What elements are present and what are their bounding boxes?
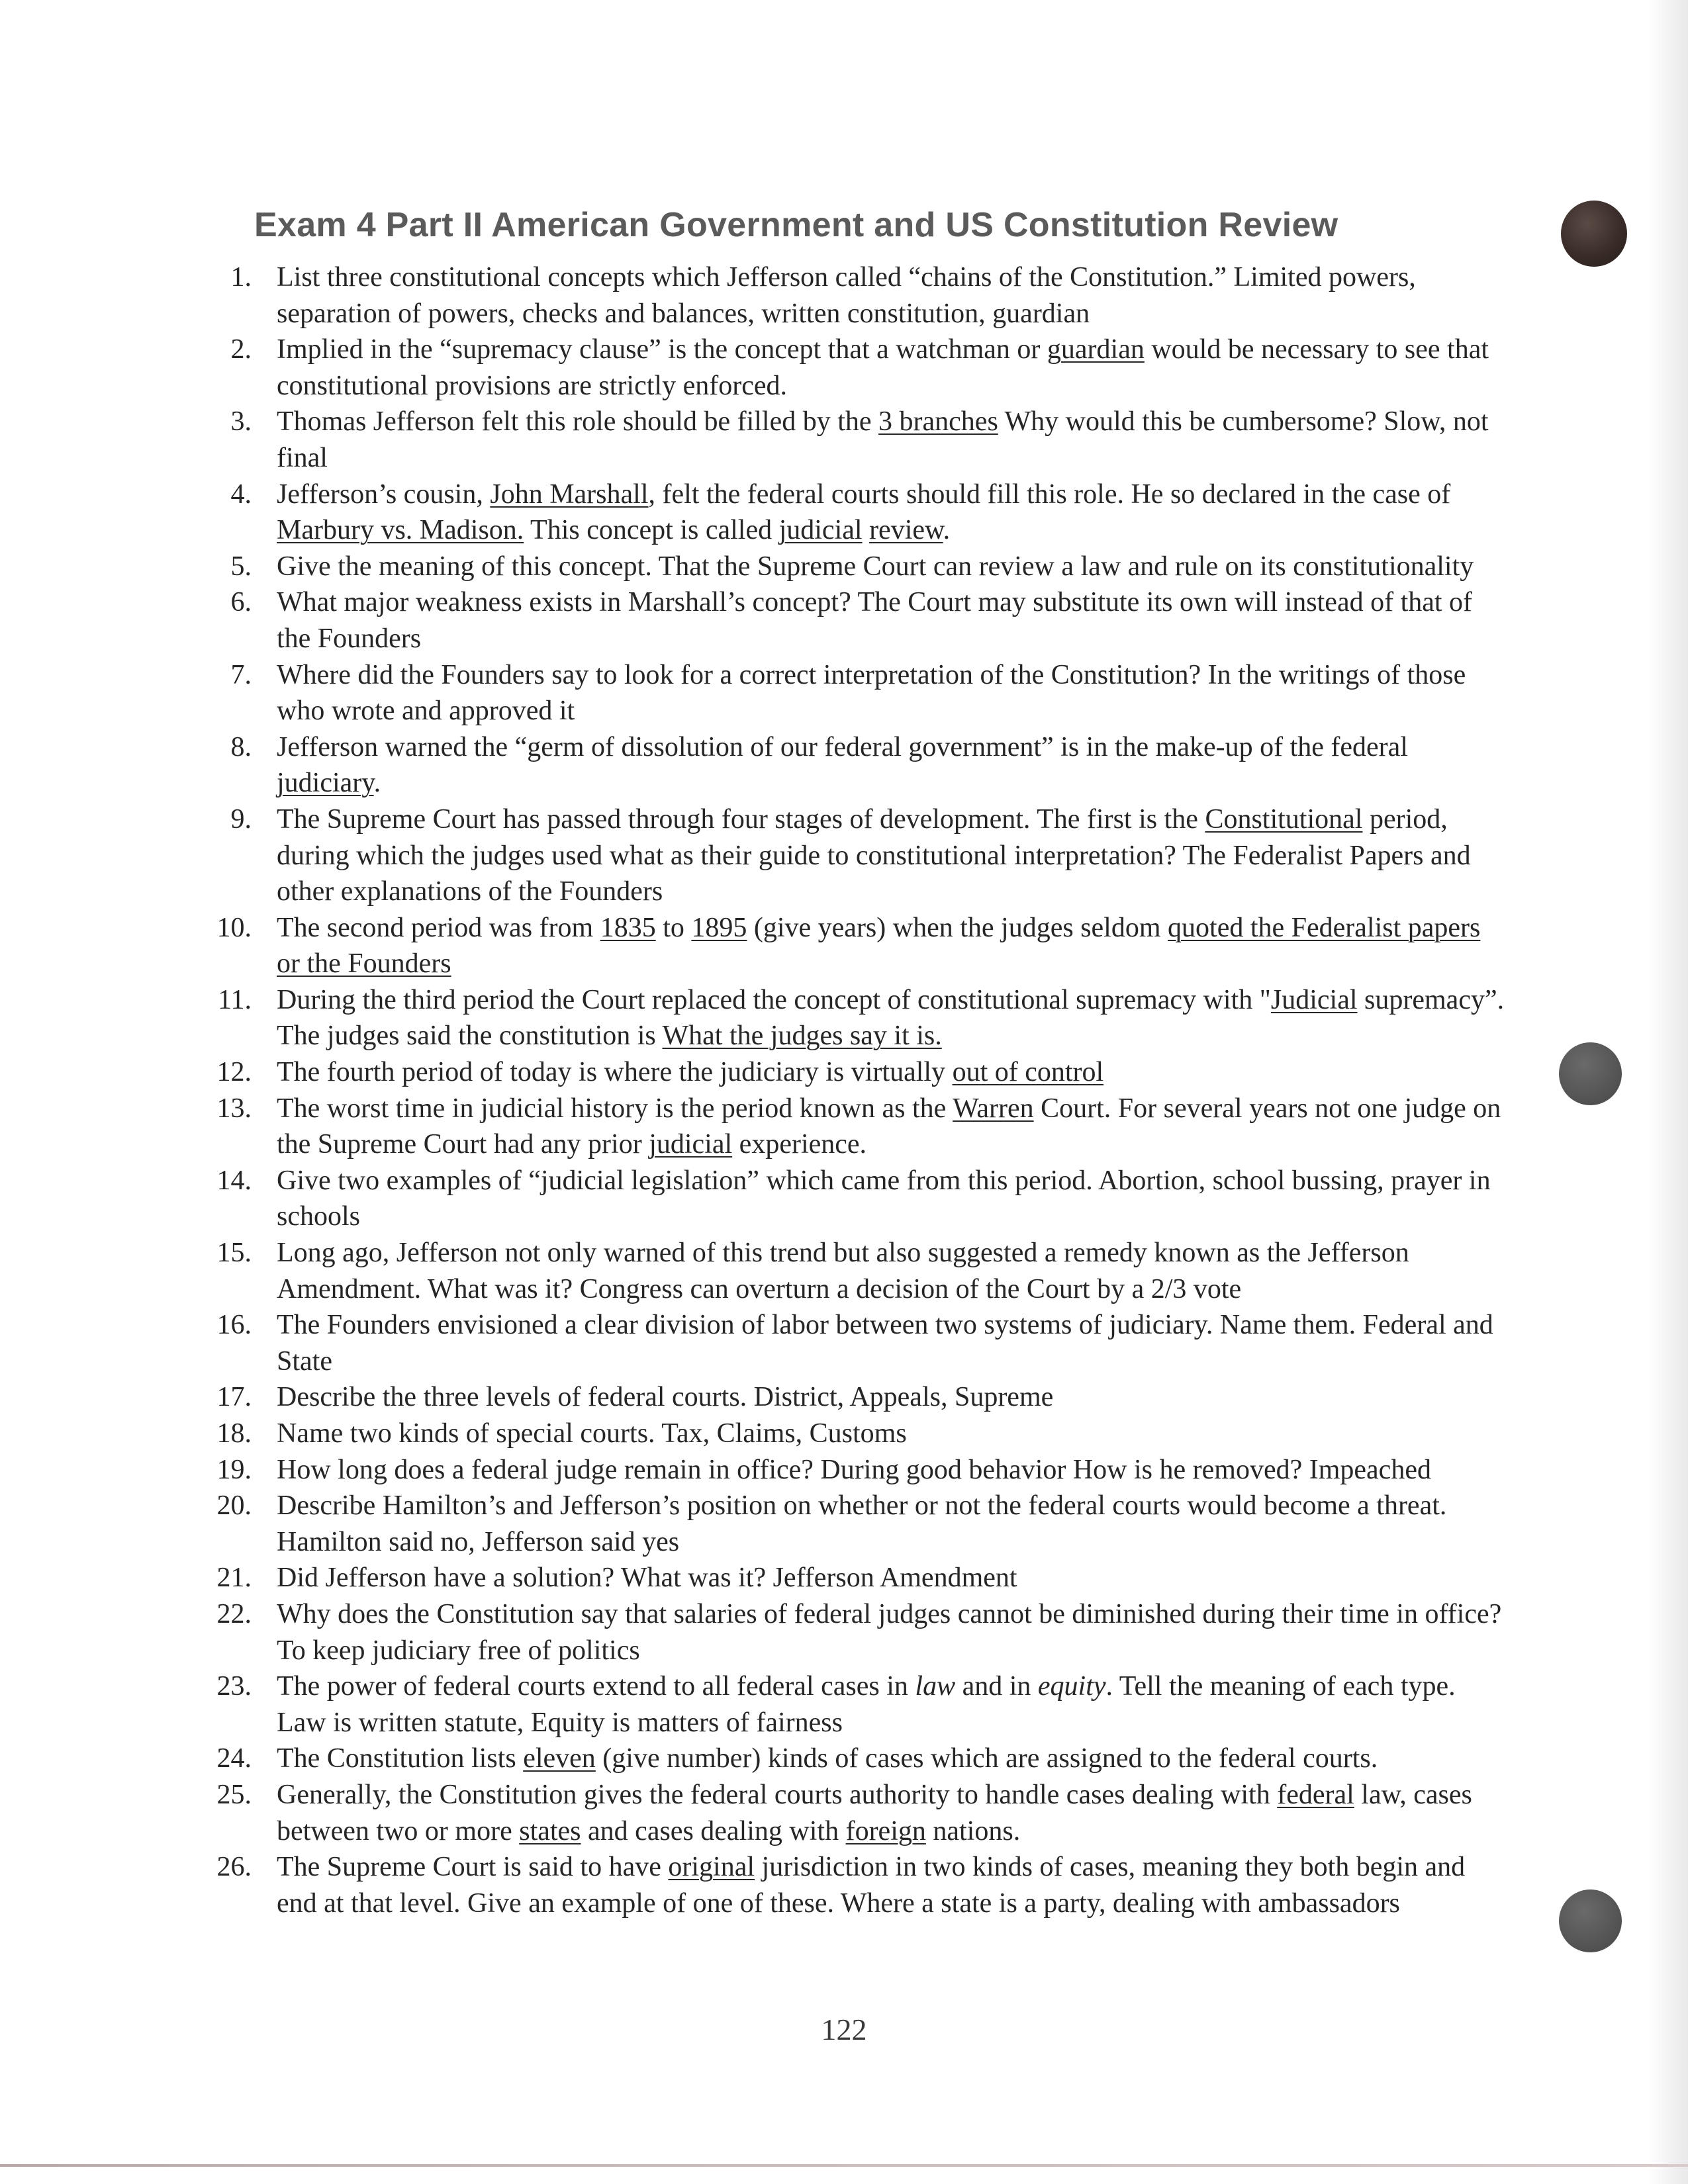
page-number: 122: [821, 2013, 867, 2046]
question-item: [199, 259, 1509, 332]
answer-blank: review: [869, 515, 943, 546]
question-item: [199, 910, 1509, 982]
question-number: 2.: [230, 334, 252, 365]
answer-blank: judiciary: [277, 768, 374, 799]
answer-blank: What the judges say it is.: [662, 1021, 942, 1052]
question-number: 17.: [216, 1382, 252, 1413]
question-item: [199, 1054, 1509, 1091]
answer-blank: Judicial: [1270, 984, 1358, 1015]
question-number: 13.: [216, 1093, 252, 1124]
question-text: How long does a federal judge remain in office? During good behavior How is he removed? Impeached: [277, 1454, 1431, 1485]
question-text: What major weakness exists in Marshall’s concept? The Court may substitute its own will instead of that of the Founders: [277, 587, 1473, 654]
question-text: Implied in the “supremacy clause” is the concept that a watchman or guardian would be necessary to see that constitutional provisions are strictly enforced.: [277, 334, 1489, 401]
page-edge-shadow: [1648, 0, 1688, 2184]
question-item: [199, 801, 1509, 910]
answer-blank: out of control: [952, 1057, 1104, 1088]
question-text: Give the meaning of this concept. That the Supreme Court can review a law and rule on its constitutionality: [277, 551, 1474, 582]
question-number: 15.: [216, 1238, 252, 1269]
question-text: The worst time in judicial history is the period known as the Warren Court. For several years not one judge on the Supreme Court had any prior judicial experience.: [277, 1093, 1501, 1160]
answer-blank: original: [668, 1852, 755, 1883]
question-text: Long ago, Jefferson not only warned of this trend but also suggested a remedy known as the Jefferson Amendment. What was it? Congress can overturn a decision of the Court by a 2/3 vote: [277, 1238, 1409, 1304]
question-item: [199, 477, 1509, 549]
question-item: [199, 982, 1509, 1054]
question-number: 20.: [216, 1490, 252, 1522]
question-number: 1.: [230, 262, 252, 293]
question-number: 25.: [216, 1779, 252, 1810]
question-item: [199, 404, 1509, 476]
question-number: 18.: [216, 1418, 252, 1449]
question-text: Jefferson’s cousin, John Marshall, felt the federal courts should fill this role. He so declared in the case of Marbury vs. Madison. This concept is called judicial review.: [277, 478, 1451, 546]
italic-term: equity: [1037, 1671, 1106, 1702]
question-item: [199, 1777, 1509, 1849]
answer-blank: 3 branches: [878, 406, 998, 437]
question-item: [199, 729, 1509, 801]
question-text: The Constitution lists eleven (give number) kinds of cases which are assigned to the federal courts.: [277, 1743, 1378, 1774]
question-number: 12.: [216, 1057, 252, 1088]
question-number: 26.: [216, 1852, 252, 1883]
answer-blank: eleven: [523, 1743, 596, 1774]
question-list: [199, 259, 1509, 1921]
answer-blank: 1835: [600, 912, 656, 943]
question-number: 7.: [230, 659, 252, 690]
question-number: 21.: [216, 1563, 252, 1594]
question-text: The Supreme Court is said to have original jurisdiction in two kinds of cases, meaning they both begin and end at that level. Give an example of one of these. Where a state is a party, dealing with ambassadors: [277, 1852, 1466, 1919]
question-item: [199, 1379, 1509, 1416]
question-item: [199, 584, 1509, 657]
question-text: Why does the Constitution say that salaries of federal judges cannot be diminished during their time in office? To keep judiciary free of politics: [277, 1598, 1502, 1666]
answer-blank: federal: [1277, 1779, 1354, 1810]
question-number: 14.: [216, 1165, 252, 1196]
question-number: 4.: [230, 478, 252, 510]
page-bottom-edge: [0, 2164, 1688, 2167]
question-text: Describe the three levels of federal courts. District, Appeals, Supreme: [277, 1382, 1054, 1413]
answer-blank: John Marshall: [490, 478, 649, 510]
question-item: [199, 1560, 1509, 1596]
answer-blank: foreign: [845, 1815, 926, 1846]
question-item: [199, 1849, 1509, 1921]
question-number: 11.: [218, 984, 252, 1015]
question-text: The Supreme Court has passed through four stages of development. The first is the Constitutional period, during which the judges used what as their guide to constitutional interpretation? The Federalist Papers and other explanations of the Founders: [277, 803, 1471, 907]
italic-term: law: [915, 1671, 956, 1702]
question-item: [199, 1091, 1509, 1163]
question-number: 16.: [216, 1310, 252, 1341]
question-text: List three constitutional concepts which Jefferson called “chains of the Constitution.” Limited powers, separation of powers, checks and balances, written constitution, guardian: [277, 262, 1416, 329]
question-text: Give two examples of “judicial legislation” which came from this period. Abortion, school bussing, prayer in schools: [277, 1165, 1491, 1232]
question-number: 24.: [216, 1743, 252, 1774]
question-text: Name two kinds of special courts. Tax, Claims, Customs: [277, 1418, 907, 1449]
question-item: [199, 1307, 1509, 1379]
question-item: [199, 1668, 1509, 1741]
question-number: 19.: [216, 1454, 252, 1485]
question-item: [199, 1488, 1509, 1560]
question-item: [199, 332, 1509, 404]
question-number: 9.: [230, 803, 252, 835]
answer-blank: Marbury vs. Madison.: [277, 515, 524, 546]
punch-hole-top: [1561, 201, 1627, 267]
question-item: [199, 1235, 1509, 1307]
question-text: Jefferson warned the “germ of dissolution of our federal government” is in the make-up of the federal judiciary.: [277, 731, 1408, 799]
question-text: During the third period the Court replaced the concept of constitutional supremacy with "Judicial supremacy”. The judges said the constitution is What the judges say it is.: [277, 984, 1505, 1052]
answer-blank: 1895: [691, 912, 747, 943]
answer-blank: Warren: [953, 1093, 1034, 1124]
question-number: 23.: [216, 1671, 252, 1702]
question-number: 6.: [230, 587, 252, 618]
question-text: Did Jefferson have a solution? What was it? Jefferson Amendment: [277, 1563, 1017, 1594]
answer-blank: quoted the Federalist papers or the Founders: [277, 912, 1481, 979]
answer-blank: states: [519, 1815, 581, 1846]
document-title: Exam 4 Part II American Government and US Constitution Review: [254, 206, 1338, 244]
question-item: [199, 1452, 1509, 1488]
punch-hole-bottom: [1559, 1889, 1622, 1952]
question-item: [199, 1741, 1509, 1777]
question-item: [199, 1163, 1509, 1235]
question-item: [199, 1416, 1509, 1452]
answer-blank: judicial: [778, 515, 863, 546]
question-text: The fourth period of today is where the judiciary is virtually out of control: [277, 1057, 1104, 1088]
question-text: Generally, the Constitution gives the federal courts authority to handle cases dealing with federal law, cases between two or more states and cases dealing with foreign nations.: [277, 1779, 1472, 1846]
question-item: [199, 1596, 1509, 1668]
question-text: Describe Hamilton’s and Jefferson’s position on whether or not the federal courts would become a threat. Hamilton said no, Jefferson said yes: [277, 1490, 1447, 1557]
question-number: 3.: [230, 406, 252, 437]
answer-blank: judicial: [649, 1129, 733, 1160]
question-text: The power of federal courts extend to all federal cases in law and in equity. Tell the meaning of each type. Law is written statute, Equity is matters of fairness: [277, 1671, 1456, 1738]
question-number: 22.: [216, 1598, 252, 1629]
question-text: Where did the Founders say to look for a correct interpretation of the Constitution? In the writings of those who wrote and approved it: [277, 659, 1466, 727]
answer-blank: Constitutional: [1205, 803, 1363, 835]
question-item: [199, 657, 1509, 729]
question-item: [199, 549, 1509, 585]
question-text: Thomas Jefferson felt this role should be filled by the 3 branches Why would this be cumbersome? Slow, not final: [277, 406, 1489, 473]
question-number: 10.: [216, 912, 252, 943]
question-text: The Founders envisioned a clear division of labor between two systems of judiciary. Name them. Federal and State: [277, 1310, 1493, 1377]
punch-hole-middle: [1559, 1042, 1622, 1105]
answer-blank: guardian: [1047, 334, 1145, 365]
question-text: The second period was from 1835 to 1895 (give years) when the judges seldom quoted the Federalist papers or the Founders: [277, 912, 1481, 979]
question-number: 5.: [230, 551, 252, 582]
question-number: 8.: [230, 731, 252, 762]
